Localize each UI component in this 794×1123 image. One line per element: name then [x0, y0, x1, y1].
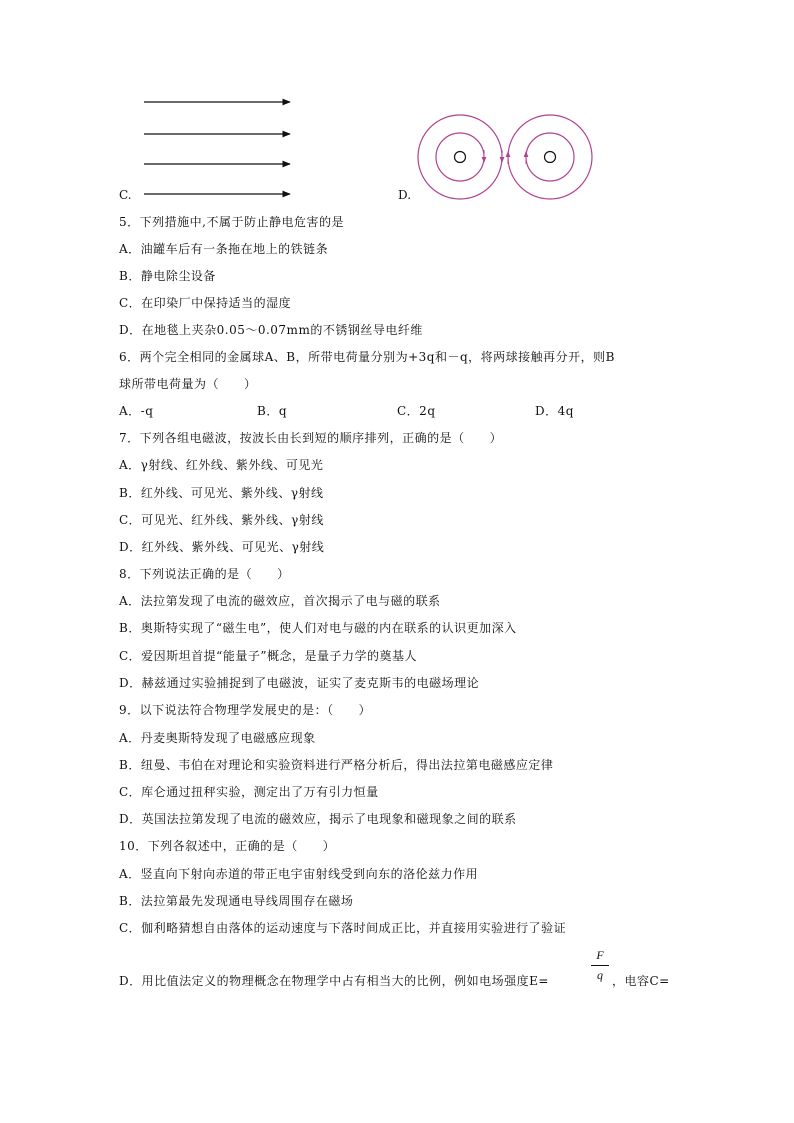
q7-stem: 7．下列各组电磁波，按波长由长到短的顺序排列，正确的是（ ） [119, 431, 503, 445]
q9-stem: 9．以下说法符合物理学发展史的是：（ ） [119, 703, 372, 717]
q6-stem-line2: 球所带电荷量为（ ） [119, 377, 257, 391]
q5-stem: 5．下列措施中,不属于防止静电危害的是 [119, 215, 344, 229]
fraction-bar [591, 965, 609, 966]
q7-option-b: B．红外线、可见光、紫外线、γ射线 [119, 486, 324, 500]
wire-right [545, 152, 556, 163]
q7-option-d: D．红外线、紫外线、可见光、γ射线 [119, 540, 325, 554]
field-diagrams [0, 0, 794, 210]
q5-option-a: A．油罐车后有一条拖在地上的铁链条 [119, 242, 329, 256]
q6-option-a: A．-q [119, 404, 154, 418]
q6-options [119, 403, 719, 419]
q9-option-b: B．纽曼、韦伯在对理论和实验资料进行严格分析后，得出法拉第电磁感应定律 [119, 758, 554, 772]
q5-option-b: B．静电除尘设备 [119, 269, 216, 283]
q10-option-b: B．法拉第最先发现通电导线周围存在磁场 [119, 894, 354, 908]
fraction-numerator: F [596, 948, 604, 962]
q5-option-c: C．在印染厂中保持适当的湿度 [119, 296, 292, 310]
q6-stem-line1: 6．两个完全相同的金属球A、B，所带电荷量分别为+3q和－q，将两球接触再分开，则B [119, 350, 615, 364]
q8-option-a: A．法拉第发现了电流的磁效应，首次揭示了电与磁的联系 [119, 594, 441, 608]
q9-option-d: D．英国法拉第发现了电流的磁效应，揭示了电现象和磁现象之间的联系 [119, 812, 517, 826]
q8-option-d: D．赫兹通过实验捕捉到了电磁波，证实了麦克斯韦的电磁场理论 [119, 676, 480, 690]
q8-option-b: B．奥斯特实现了“磁生电”，使人们对电与磁的内在联系的认识更加深入 [119, 621, 517, 635]
option-d-magnetic-field [418, 115, 592, 199]
q7-option-a: A．γ射线、红外线、紫外线、可见光 [119, 458, 324, 472]
q10-option-a: A．竖直向下射向赤道的带正电宇宙射线受到向东的洛伦兹力作用 [119, 867, 479, 881]
fraction-denominator: q [597, 968, 603, 982]
q7-option-c: C．可见光、红外线、紫外线、γ射线 [119, 513, 324, 527]
q10-option-c: C．伽利略猜想自由落体的运动速度与下落时间成正比，并直接用实验进行了验证 [119, 921, 567, 935]
q10-option-d: D．用比值法定义的物理概念在物理学中占有相当大的比例，例如电场强度E= [119, 974, 549, 988]
q6-option-b: B．q [257, 404, 288, 418]
q6-option-c: C．2q [397, 404, 436, 418]
q5-option-d: D．在地毯上夹杂0.05～0.07mm的不锈钢丝导电纤维 [119, 323, 423, 337]
wire-left [455, 152, 466, 163]
option-d-label: D. [398, 188, 412, 202]
q9-option-c: C．库仑通过扭秤实验，测定出了万有引力恒量 [119, 785, 379, 799]
q8-option-c: C．爱因斯坦首提“能量子”概念，是量子力学的奠基人 [119, 649, 417, 663]
q10-stem: 10．下列各叙述中，正确的是（ ） [119, 839, 336, 853]
q9-option-a: A．丹麦奥斯特发现了电磁感应现象 [119, 731, 316, 745]
q6-option-d: D．4q [535, 404, 574, 418]
q8-stem: 8．下列说法正确的是（ ） [119, 567, 290, 581]
figure-area [0, 0, 794, 210]
option-c-label: C. [119, 188, 132, 202]
option-c-field-lines [144, 102, 290, 194]
q10-option-d-tail: ，电容C= [612, 974, 670, 988]
